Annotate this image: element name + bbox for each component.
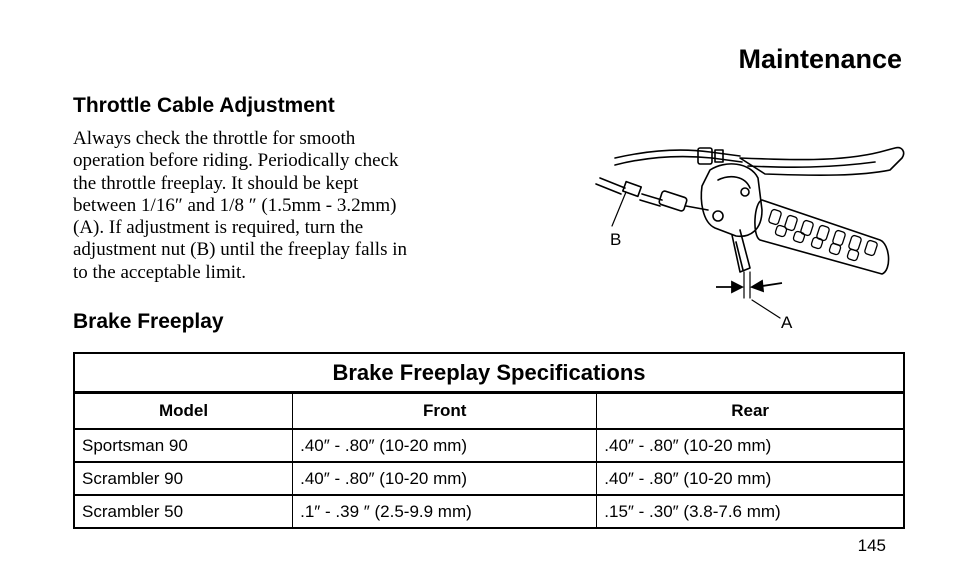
figure-label-a: A [781, 313, 793, 332]
page-number: 145 [857, 536, 886, 555]
cell-model: Scrambler 50 [74, 495, 293, 528]
cell-model: Sportsman 90 [74, 429, 293, 462]
cell-rear: .40″ - .80″ (10-20 mm) [597, 429, 904, 462]
table-title: Brake Freeplay Specifications [74, 353, 904, 393]
handlebar-grip [755, 200, 889, 274]
cell-rear: .40″ - .80″ (10-20 mm) [597, 462, 904, 495]
throttle-lever-drawing [590, 130, 920, 340]
column-header-front: Front [293, 393, 597, 430]
arrow-left-icon [752, 281, 763, 291]
section-heading-throttle: Throttle Cable Adjustment [73, 94, 335, 117]
throttle-body-text: Always check the throttle for smooth operation before riding. Periodically check the throttle freeplay. It should be kept between 1/16″ and 1/8 ″ (1.5mm - 3.2mm) (A). If adjustment is required, turn the adjustment nut (B) until the freeplay falls in to the acceptable limit. [73, 128, 408, 283]
page-header-title: Maintenance [738, 44, 902, 74]
cell-front: .40″ - .80″ (10-20 mm) [293, 462, 597, 495]
brake-freeplay-table [73, 352, 905, 529]
leader-a [752, 300, 780, 318]
cell-rear: .15″ - .30″ (3.8-7.6 mm) [597, 495, 904, 528]
table-row [74, 429, 904, 462]
cell-front: .40″ - .80″ (10-20 mm) [293, 429, 597, 462]
throttle-housing [701, 164, 762, 236]
table-row [74, 462, 904, 495]
cell-model: Scrambler 90 [74, 462, 293, 495]
throttle-lever-illustration [590, 130, 920, 340]
leader-b [612, 192, 626, 226]
section-heading-brake: Brake Freeplay [73, 310, 224, 333]
arrow-right-icon [732, 282, 742, 292]
column-header-rear: Rear [597, 393, 904, 430]
brake-lever [740, 148, 904, 176]
cell-front: .1″ - .39 ″ (2.5-9.9 mm) [293, 495, 597, 528]
figure-label-b: B [610, 230, 622, 249]
table-row [74, 495, 904, 528]
column-header-model: Model [74, 393, 293, 430]
